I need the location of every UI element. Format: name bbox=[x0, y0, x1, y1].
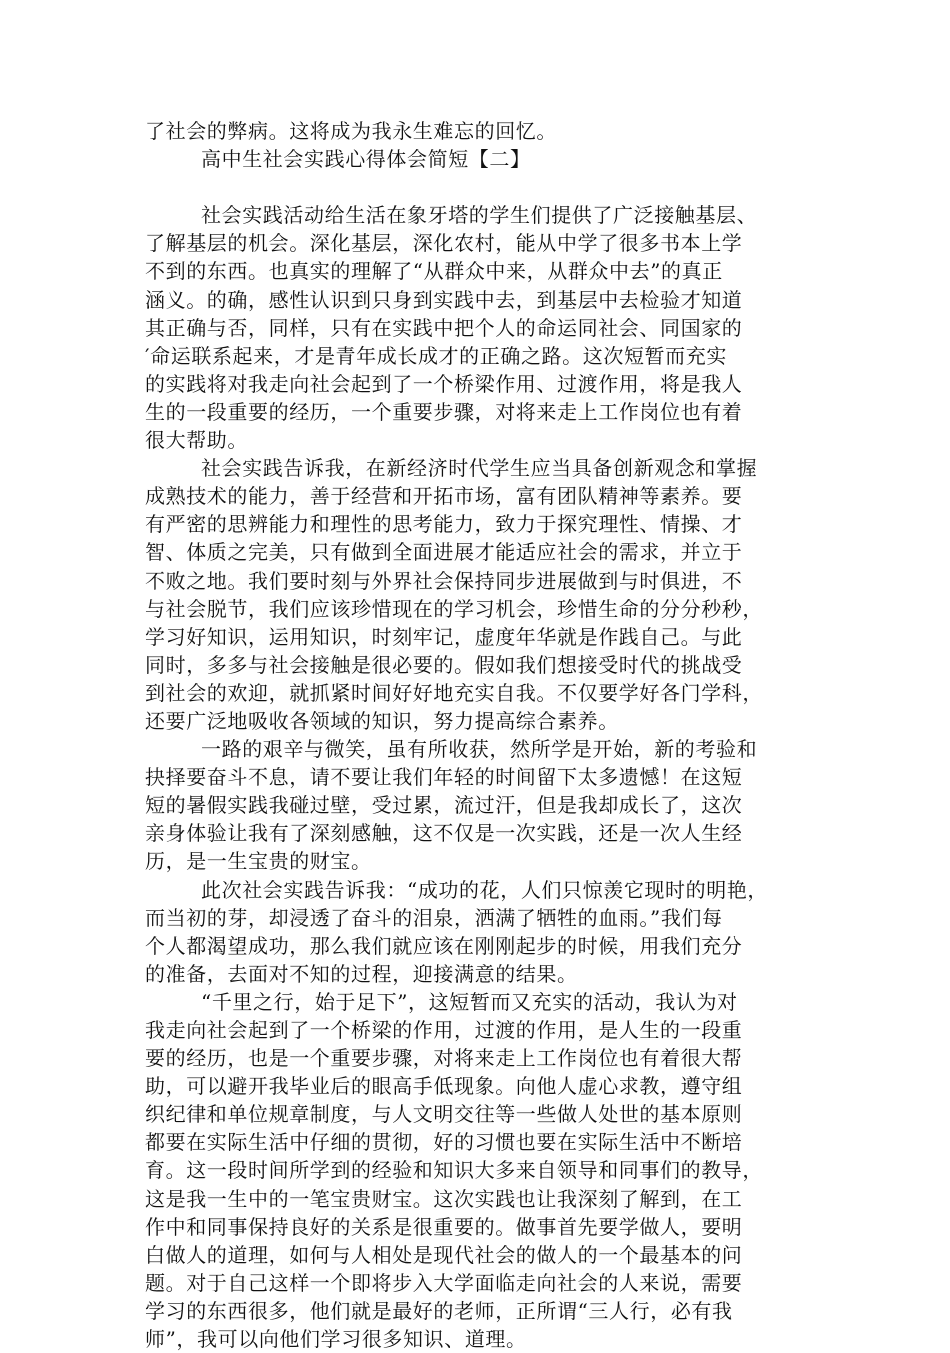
text-line: 织纪律和单位规章制度，与人文明交往等一些做人处世的基本原则 bbox=[145, 1102, 743, 1127]
text-line: 有严密的思辨能力和理性的思考能力，致力于探究理性、情操、才 bbox=[145, 512, 743, 537]
text-line: 育。这一段时间所学到的经验和知识大多来自领导和同事们的教导， bbox=[145, 1158, 763, 1183]
text-line: 还要广泛地吸收各领域的知识，努力提高综合素养。 bbox=[145, 708, 619, 733]
text-line: 抉择要奋斗不息，请不要让我们年轻的时间留下太多遗憾！在这短 bbox=[145, 765, 743, 790]
document-body bbox=[145, 117, 810, 1353]
text-line: 作中和同事保持良好的关系是很重要的。做事首先要学做人，要明 bbox=[145, 1214, 743, 1239]
text-line: 其正确与否，同样，只有在实践中把个人的命运同社会、同国家的 bbox=[145, 315, 743, 340]
text-line: 一路的艰辛与微笑，虽有所收获，然所学是开始，新的考验和 bbox=[201, 737, 758, 762]
text-line: 而当初的芽，却浸透了奋斗的泪泉，洒满了牺牲的血雨。”我们每 bbox=[145, 905, 723, 930]
text-line: 成熟技术的能力，善于经营和开拓市场，富有团队精神等素养。要 bbox=[145, 484, 743, 509]
text-line: 我走向社会起到了一个桥梁的作用，过渡的作用，是人生的一段重 bbox=[145, 1018, 743, 1042]
text-line: ′命运联系起来，才是青年成长成才的正确之路。这次短暂而充实 bbox=[145, 343, 727, 368]
text-line: 历，是一生宝贵的财宝。 bbox=[145, 849, 372, 874]
text-line: 师”，我可以向他们学习很多知识、道理。 bbox=[145, 1327, 527, 1352]
text-line: 这是我一生中的一笔宝贵财宝。这次实践也让我深刻了解到，在工 bbox=[145, 1186, 743, 1211]
text-line: 了解基层的机会。深化基层，深化农村，能从中学了很多书本上学 bbox=[145, 231, 743, 256]
text-line: 与社会脱节，我们应该珍惜现在的学习机会，珍惜生命的分分秒秒， bbox=[145, 596, 763, 621]
text-line: 到社会的欢迎，就抓紧时间好好地充实自我。不仅要学好各门学科， bbox=[145, 680, 763, 705]
text-line: 的实践将对我走向社会起到了一个桥梁作用、过渡作用，将是我人 bbox=[145, 371, 743, 396]
blank-line bbox=[145, 173, 810, 201]
text-line: 智、体质之完美，只有做到全面进展才能适应社会的需求，并立于 bbox=[145, 540, 743, 565]
text-line: 社会实践告诉我，在新经济时代学生应当具备创新观念和掌握 bbox=[201, 456, 758, 481]
text-line: 了社会的弊病。这将成为我永生难忘的回忆。 bbox=[145, 119, 557, 143]
text-line: 的准备，去面对不知的过程，迎接满意的结果。 bbox=[145, 961, 578, 986]
text-line: 涵义。的确，感性认识到只身到实践中去，到基层中去检验才知道 bbox=[145, 287, 743, 312]
text-line: 同时，多多与社会接触是很必要的。假如我们想接受时代的挑战受 bbox=[145, 652, 743, 677]
section-heading: 高中生社会实践心得体会简短【二】 bbox=[201, 147, 531, 172]
text-line: 短的暑假实践我碰过壁，受过累，流过汗，但是我却成长了，这次 bbox=[145, 793, 743, 818]
text-line: 亲身体验让我有了深刻感触，这不仅是一次实践，还是一次人生经 bbox=[145, 821, 743, 846]
text-line: 不败之地。我们要时刻与外界社会保持同步进展做到与时俱进，不 bbox=[145, 568, 743, 593]
text-line: 个人都渴望成功，那么我们就应该在刚刚起步的时候，用我们充分 bbox=[145, 933, 743, 958]
text-line: 此次社会实践告诉我：“成功的花，人们只惊羡它现时的明艳， bbox=[201, 877, 769, 902]
text-line: 学习好知识，运用知识，时刻牢记，虚度年华就是作践自己。与此 bbox=[145, 624, 743, 649]
text-line: 助，可以避开我毕业后的眼高手低现象。向他人虚心求教，遵守组 bbox=[145, 1074, 743, 1099]
text-line: 要的经历，也是一个重要步骤，对将来走上工作岗位也有着很大帮 bbox=[145, 1046, 743, 1071]
text-line: 都要在实际生活中仔细的贯彻，好的习惯也要在实际生活中不断培 bbox=[145, 1130, 743, 1155]
text-line: 很大帮助。 bbox=[145, 428, 248, 453]
text-line: 生的一段重要的经历，一个重要步骤，对将来走上工作岗位也有着 bbox=[145, 399, 743, 424]
text-line: 题。对于自己这样一个即将步入大学面临走向社会的人来说，需要 bbox=[145, 1270, 743, 1295]
text-line: 学习的东西很多，他们就是最好的老师，正所谓“三人行，必有我 bbox=[145, 1298, 733, 1323]
text-line: “千里之行，始于足下”，这短暂而又充实的活动，我认为对 bbox=[201, 989, 738, 1014]
text-line: 不到的东西。也真实的理解了“从群众中来，从群众中去”的真正 bbox=[145, 259, 723, 284]
text-line: 社会实践活动给生活在象牙塔的学生们提供了广泛接触基层、 bbox=[201, 203, 758, 228]
text-line: 白做人的道理，如何与人相处是现代社会的做人的一个最基本的问 bbox=[145, 1242, 743, 1267]
